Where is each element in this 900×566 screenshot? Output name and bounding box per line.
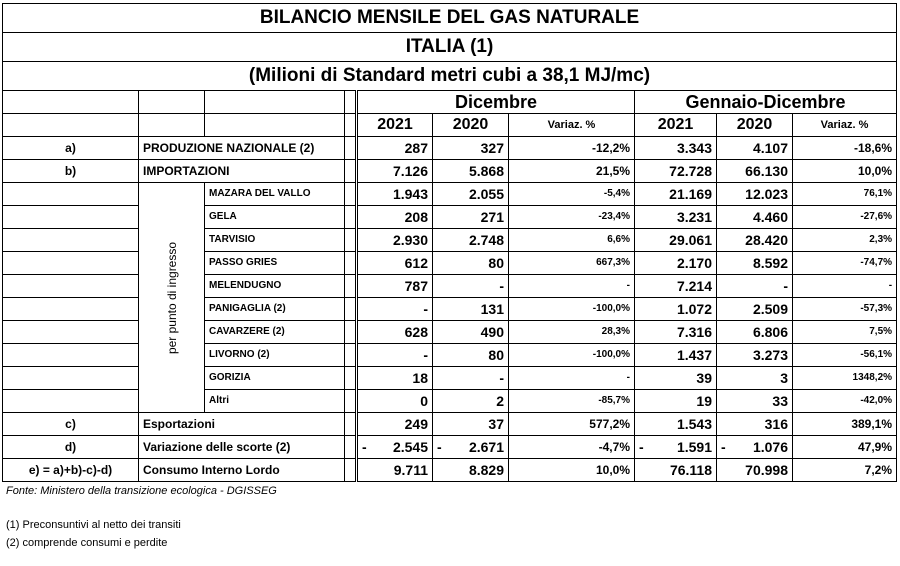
table-row: per punto di ingresso MAZARA DEL VALLO 1.943 2.055 -5,4% 21.169 12.023 76,1% (3, 183, 897, 206)
table-row: c) Esportazioni 249 37 577,2% 1.543 316 389,1% (3, 413, 897, 436)
row-label: PRODUZIONE NAZIONALE (2) (139, 137, 345, 160)
source-note: Fonte: Ministero della transizione ecologica - DGISSEG (6, 485, 277, 497)
row-label: GORIZIA (205, 367, 345, 390)
title-row-2 (3, 33, 897, 62)
table-row: LIVORNO (2) - 80 -100,0% 1.437 3.273 -56,1% (3, 344, 897, 367)
row-label: Consumo Interno Lordo (139, 459, 345, 482)
table-row: Altri 0 2 -85,7% 19 33 -42,0% (3, 390, 897, 413)
table-row: TARVISIO 2.930 2.748 6,6% 29.061 28.420 2,3% (3, 229, 897, 252)
col-2021-year: 2021 (635, 114, 717, 137)
table-row: e) = a)+b)-c)-d) Consumo Interno Lordo 9.711 8.829 10,0% 76.118 70.998 7,2% (3, 459, 897, 482)
row-code: e) = a)+b)-c)-d) (3, 459, 139, 482)
side-label: per punto di ingresso (164, 241, 179, 354)
row-label: Altri (205, 390, 345, 413)
col-2021-dic: 2021 (357, 114, 433, 137)
table-row: d) Variazione delle scorte (2) - 2.545 - 2.671 -4,7% - 1.591 - 1.076 47,9% (3, 436, 897, 459)
row-label: CAVARZERE (2) (205, 321, 345, 344)
col-variaz-dic: Variaz. % (509, 114, 635, 137)
row-code: c) (3, 413, 139, 436)
notes-table (2, 482, 896, 552)
col-2020-dic: 2020 (433, 114, 509, 137)
row-label: IMPORTAZIONI (139, 160, 345, 183)
page-title: BILANCIO MENSILE DEL GAS NATURALE (3, 4, 897, 33)
year-header-row (3, 114, 897, 137)
row-label: PASSO GRIES (205, 252, 345, 275)
balance-table (2, 3, 897, 482)
period-dicembre-header: Dicembre (357, 91, 635, 114)
table-row: GORIZIA 18 - - 39 3 1348,2% (3, 367, 897, 390)
title-row-1 (3, 4, 897, 33)
table-row: MELENDUGNO 787 - - 7.214 - - (3, 275, 897, 298)
row-label: LIVORNO (2) (205, 344, 345, 367)
table-row: a) PRODUZIONE NAZIONALE (2) 287 327 -12,2% 3.343 4.107 -18,6% (3, 137, 897, 160)
row-label: PANIGAGLIA (2) (205, 298, 345, 321)
row-code: a) (3, 137, 139, 160)
row-label: GELA (205, 206, 345, 229)
row-label: Esportazioni (139, 413, 345, 436)
footnote-2: (2) comprende consumi e perdite (6, 537, 168, 549)
footnote-1: (1) Preconsuntivi al netto dei transiti (6, 519, 181, 531)
row-label: MAZARA DEL VALLO (205, 183, 345, 206)
row-label: MELENDUGNO (205, 275, 345, 298)
row-code: b) (3, 160, 139, 183)
unit-caption: (Milioni di Standard metri cubi a 38,1 MJ/mc) (3, 62, 897, 91)
table-row: PASSO GRIES 612 80 667,3% 2.170 8.592 -74,7% (3, 252, 897, 275)
col-2020-year: 2020 (717, 114, 793, 137)
side-label-cell (139, 183, 205, 413)
row-label: Variazione delle scorte (2) (139, 436, 345, 459)
table-row: b) IMPORTAZIONI 7.126 5.868 21,5% 72.728 66.130 10,0% (3, 160, 897, 183)
period-gennaio-dicembre-header: Gennaio-Dicembre (635, 91, 897, 114)
table-row: GELA 208 271 -23,4% 3.231 4.460 -27,6% (3, 206, 897, 229)
gas-balance-sheet (2, 3, 896, 552)
row-code: d) (3, 436, 139, 459)
period-header-row (3, 91, 897, 114)
title-row-3 (3, 62, 897, 91)
table-row: CAVARZERE (2) 628 490 28,3% 7.316 6.806 7,5% (3, 321, 897, 344)
row-label: TARVISIO (205, 229, 345, 252)
table-row: PANIGAGLIA (2) - 131 -100,0% 1.072 2.509 -57,3% (3, 298, 897, 321)
page-subtitle: ITALIA (1) (3, 33, 897, 62)
col-variaz-year: Variaz. % (793, 114, 897, 137)
